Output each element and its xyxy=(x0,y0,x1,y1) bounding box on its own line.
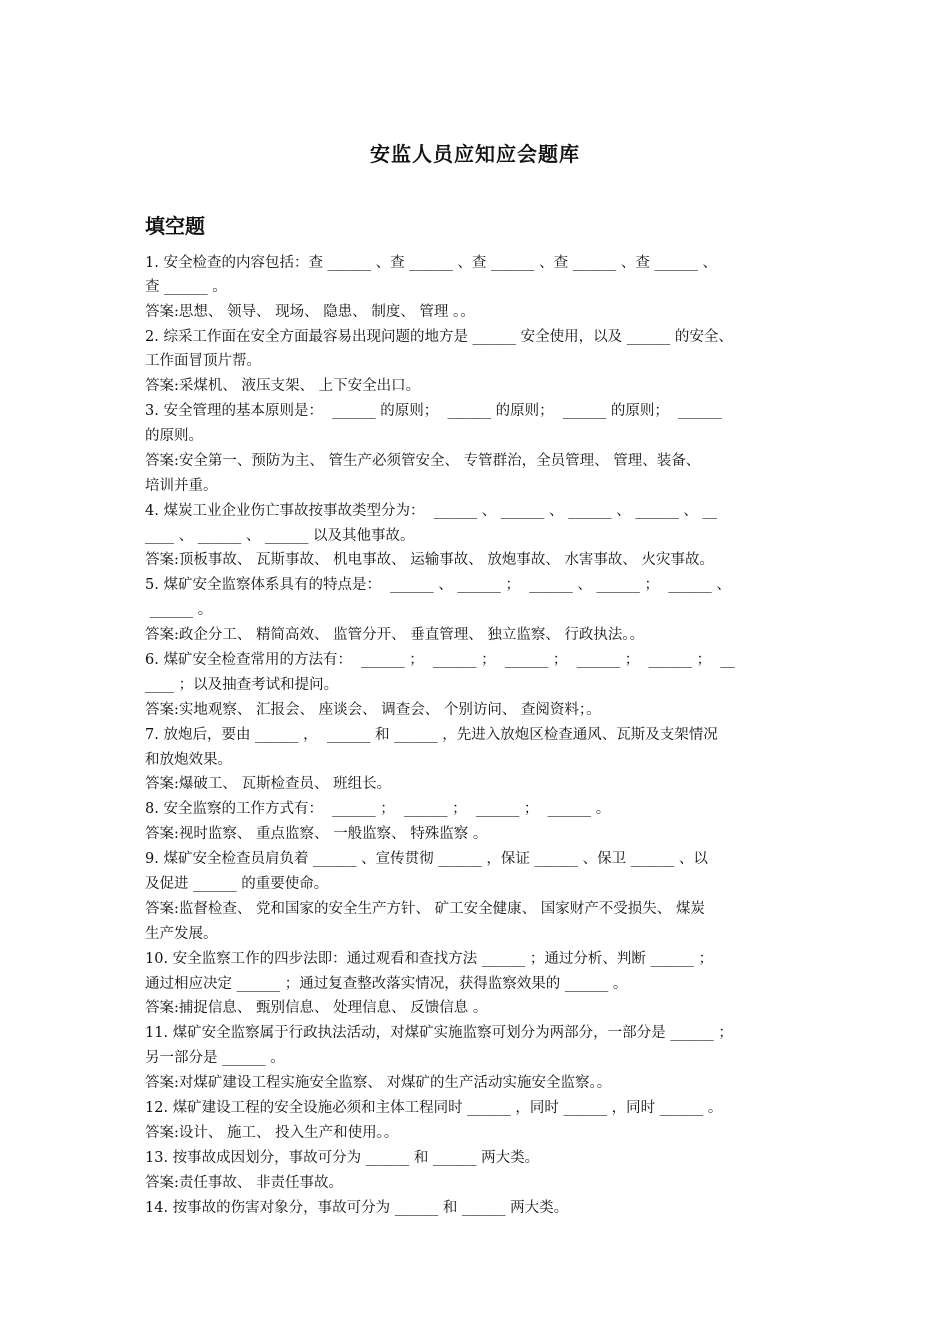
text-line: 1. 安全检查的内容包括：查 ______ 、查 ______ 、查 ______ 、查 ______ 、查 ______ 、 xyxy=(145,255,718,271)
text-line: 9. 煤矿安全检查员肩负着 ______ 、宣传贯彻 ______ ，保证 ______ 、保卫 ______ 、以 xyxy=(145,851,708,867)
answer-line: 答案:视时监察、 重点监察、 一般监察、 特殊监察 。 xyxy=(145,826,488,842)
text-line: 通过相应决定 ______ ；通过复查整改落实情况，获得监察效果的 ______ 。 xyxy=(145,976,628,992)
text-line: ____ ；以及抽查考试和提问。 xyxy=(145,677,339,693)
answer-line: 答案:捕捉信息、 甄别信息、 处理信息、 反馈信息 。 xyxy=(145,1000,488,1016)
text-line: 3. 安全管理的基本原则是： ______ 的原则； ______ 的原则； ______ 的原则； ______ xyxy=(145,403,722,419)
text-line: ____ 、 ______ 、 ______ 以及其他事故。 xyxy=(145,528,415,544)
text-line: 另一部分是 ______ 。 xyxy=(145,1050,285,1066)
answer-line: 培训并重。 xyxy=(145,478,218,494)
answer-line: 答案:爆破工、 瓦斯检查员、 班组长。 xyxy=(145,776,392,792)
document-title: 安监人员应知应会题库 xyxy=(370,142,580,166)
text-line: 11. 煤矿安全监察属于行政执法活动，对煤矿实施监察可划分为两部分，一部分是 ______ ； xyxy=(145,1025,733,1041)
text-line: 的原则。 xyxy=(145,428,203,444)
answer-line: 答案:顶板事故、 瓦斯事故、 机电事故、 运输事故、 放炮事故、 水害事故、 火灾事故。 xyxy=(145,552,715,568)
answer-line: 答案:采煤机、 液压支架、 上下安全出口。 xyxy=(145,378,421,394)
text-line: ______ 。 xyxy=(145,602,213,618)
text-line: 4. 煤炭工业企业伤亡事故按事故类型分为： ______ 、 ______ 、 ______ 、 ______ 、 __ xyxy=(145,503,718,519)
text-line: 10. 安全监察工作的四步法即：通过观看和查找方法 ______ ；通过分析、判断 ______ ； xyxy=(145,951,714,967)
text-line: 6. 煤矿安全检查常用的方法有： ______ ； ______ ； ______ ； ______ ； ______ ； __ xyxy=(145,652,735,668)
text-line: 工作面冒顶片帮。 xyxy=(145,353,261,369)
answer-line: 答案:思想、 领导、 现场、 隐患、 制度、 管理 。。 xyxy=(145,304,475,320)
answer-line: 答案:实地观察、 汇报会、 座谈会、 调查会、 个别访问、 查阅资料；。 xyxy=(145,702,601,718)
text-line: 查 ______ 。 xyxy=(145,279,227,295)
text-line: 2. 综采工作面在安全方面最容易出现问题的地方是 ______ 安全使用，以及 ______ 的安全、 xyxy=(145,329,733,345)
answer-line: 答案:设计、 施工、 投入生产和使用。。 xyxy=(145,1125,399,1141)
text-line: 及促进 ______ 的重要使命。 xyxy=(145,876,329,892)
answer-line: 答案:安全第一、预防为主、 管生产必须管安全、 专管群治，全员管理、 管理、装备、 xyxy=(145,453,701,469)
answer-line: 答案:责任事故、 非责任事故。 xyxy=(145,1175,343,1191)
answer-line: 生产发展。 xyxy=(145,926,218,942)
answer-line: 答案:监督检查、 党和国家的安全生产方针、 矿工安全健康、 国家财产不受损失、 煤炭 xyxy=(145,901,705,917)
text-line: 13. 按事故成因划分，事故可分为 ______ 和 ______ 两大类。 xyxy=(145,1150,540,1166)
text-line: 和放炮效果。 xyxy=(145,752,232,768)
text-line: 14. 按事故的伤害对象分，事故可分为 ______ 和 ______ 两大类。 xyxy=(145,1200,569,1216)
answer-line: 答案:对煤矿建设工程实施安全监察、 对煤矿的生产活动实施安全监察。。 xyxy=(145,1075,612,1091)
section-heading: 填空题 xyxy=(145,214,205,238)
text-line: 8. 安全监察的工作方式有： ______ ； ______ ； ______ ； ______ 。 xyxy=(145,801,611,817)
answer-line: 答案:政企分工、 精简高效、 监管分开、 垂直管理、 独立监察、 行政执法。。 xyxy=(145,627,645,643)
text-line: 12. 煤矿建设工程的安全设施必须和主体工程同时 ______ ，同时 ______ ，同时 ______ 。 xyxy=(145,1100,723,1116)
text-line: 5. 煤矿安全监察体系具有的特点是： ______ 、 ______ ； ______ 、 ______ ； ______ 、 xyxy=(145,577,731,593)
text-line: 7. 放炮后，要由 ______ ， ______ 和 ______ ，先进入放炮区检查通风、瓦斯及支架情况 xyxy=(145,727,718,743)
